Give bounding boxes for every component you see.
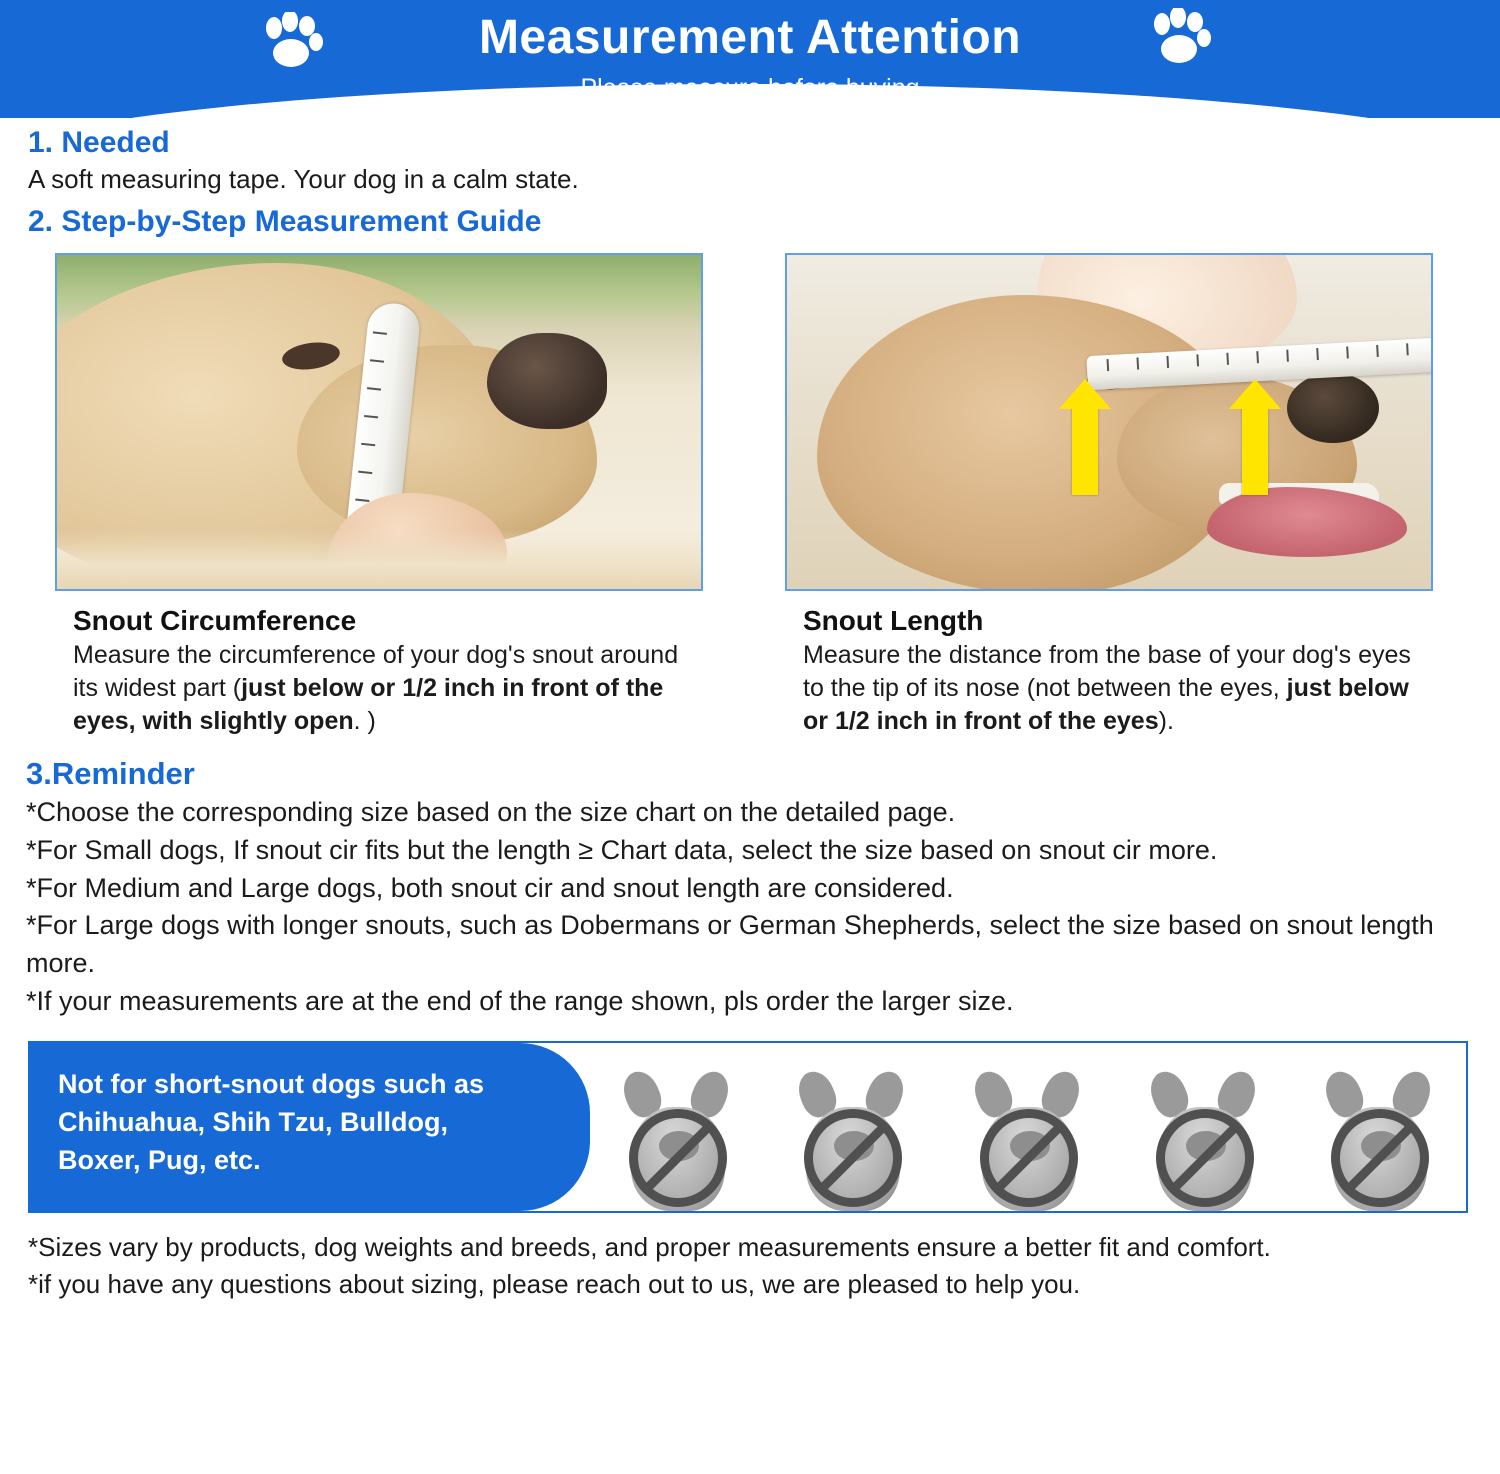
reminder-line: *Choose the corresponding size based on the size chart on the detailed page. [26,797,956,827]
dog-snout-circumference-photo [55,253,703,591]
french-bulldog-photo [954,1061,1104,1211]
prohibition-icon [980,1109,1078,1207]
excluded-breeds-images [590,1043,1468,1211]
caption-text-1: Measure the circumference of your dog's snout around its widest part ( [73,641,679,702]
up-arrow-icon [1242,405,1268,495]
dog-snout-length-photo [785,253,1433,591]
reminder-line: *For Medium and Large dogs, both snout cir and snout length are considered. [26,872,954,903]
pug-photo [1305,1061,1455,1211]
prohibition-icon [804,1109,902,1207]
section-heading-reminder: 3.Reminder [26,756,195,791]
prohibition-icon [629,1109,727,1207]
footnote-line: *if you have any questions about sizing, please reach out to us, we are pleased to help you. [28,1268,1081,1299]
prohibition-icon [1156,1109,1254,1207]
section-heading-guide: 2. Step-by-Step Measurement Guide [28,205,542,238]
reminder-line: *For Small dogs, If snout cir fits but the length ≥ Chart data, select the size based on snout cir more. [26,834,1218,865]
caption-body-length [803,639,1433,738]
section-heading-needed: 1. Needed [28,126,170,159]
warning-banner [28,1041,1468,1213]
caption-text-2: ). [1158,707,1174,735]
guide-card-circumference [55,253,703,738]
caption-bold-1: just below or 1/2 inch in front of the eyes, with slightly open [73,674,664,735]
caption-title-circumference: Snout Circumference [73,605,357,636]
footnote-line: *Sizes vary by products, dog weights and breeds, and proper measurements ensure a better fit and comfort. [28,1231,1271,1262]
caption-text-1: Measure the distance from the base of your dog's eyes to the tip of its nose (not between the eyes, [803,641,1411,702]
guide-card-length [785,253,1433,738]
reminder-line: *If your measurements are at the end of the range shown, pls order the larger size. [26,985,1014,1016]
caption-text-2: . ) [353,707,376,735]
reminder-list [26,794,1466,1021]
reminder-line: *For Large dogs with longer snouts, such as Dobermans or German Shepherds, select the size based on snout length more. [26,910,1434,979]
shar-pei-photo [1130,1061,1280,1211]
caption-body-circumference [73,639,703,738]
page-title: Measurement Attention [478,11,1022,64]
page-header [0,0,1500,118]
caption-bold-1: just below or 1/2 inch in front of the eyes [803,674,1409,735]
shih-tzu-photo [778,1061,928,1211]
up-arrow-icon [1072,405,1098,495]
caption-title-length: Snout Length [803,605,984,636]
prohibition-icon [1331,1109,1429,1207]
chihuahua-photo [603,1061,753,1211]
content-area [0,118,1500,1303]
section-text-needed: A soft measuring tape. Your dog in a calm state. [28,164,579,194]
warning-text: Not for short-snout dogs such as Chihuahua, Shih Tzu, Bulldog, Boxer, Pug, etc. [58,1068,485,1176]
footnotes [28,1229,1500,1303]
guide-cards [55,253,1500,738]
